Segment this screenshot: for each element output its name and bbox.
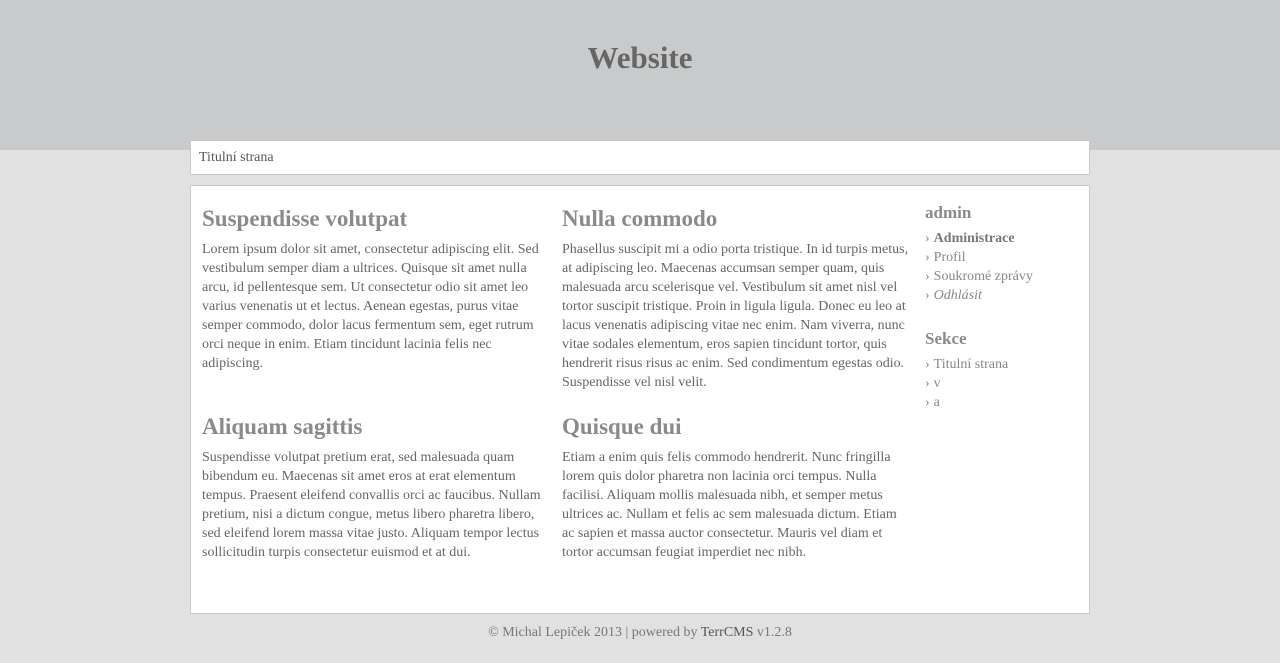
section-item-titulni-strana (925, 355, 1085, 374)
footer-copyright: © Michal Lepiček 2013 | powered by (488, 625, 698, 640)
main-nav (190, 140, 1090, 175)
private-messages-link[interactable]: Soukromé zprávy (933, 269, 1033, 284)
chevron-right-icon: › (925, 288, 930, 303)
sections-menu (925, 355, 1085, 412)
article (202, 414, 542, 562)
chevron-right-icon: › (925, 357, 930, 372)
user-menu-title: admin (925, 203, 972, 222)
section-item-v (925, 374, 1085, 393)
chevron-right-icon: › (925, 231, 930, 246)
user-menu-item-profil (925, 248, 1085, 267)
site-title: Website (587, 40, 693, 75)
user-menu-item-administrace (925, 229, 1085, 248)
terrcms-link[interactable]: TerrCMS (700, 625, 754, 640)
article (562, 206, 909, 392)
article-body: Phasellus suscipit mi a odio porta tristique. In id turpis metus, at adipiscing leo. Maecenas accumsan semper quam, quis malesuada arcu scelerisque vel. Vestibulum sit amet nisl vel tortor suscipit tristique. Proin in ligula ligula. Donec eu leo at lacus venenatis adipiscing vitae nec enim. Nam viverra, nunc vitae sodales elementum, eros sapien tincidunt tortor, quis hendrerit risus risus ac enim. Sed condimentum egestas odio. Suspendisse vel nisl velit. (562, 242, 909, 390)
chevron-right-icon: › (925, 269, 930, 284)
sidebar (925, 203, 1085, 436)
content-panel (190, 185, 1090, 614)
article-body: Lorem ipsum dolor sit amet, consectetur adipiscing elit. Sed vestibulum semper diam a ultrices. Quisque sit amet nulla arcu, id pellentesque sem. Ut consectetur odio sit amet leo varius venenatis ut et lectus. Aenean egestas, purus vitae semper commodo, dolor lacus fermentum sem, eget rutrum orci neque in enim. Etiam tincidunt lacinia felis nec adipiscing. (202, 242, 539, 371)
header (0, 0, 1280, 150)
chevron-right-icon: › (925, 376, 930, 391)
section-link-v[interactable]: v (933, 376, 941, 391)
user-menu-item-messages (925, 267, 1085, 286)
profil-link[interactable]: Profil (933, 250, 966, 265)
article (202, 206, 542, 373)
article (562, 414, 902, 562)
administrace-link[interactable]: Administrace (933, 231, 1015, 246)
footer (0, 625, 1280, 641)
article-title: Suspendisse volutpat (202, 206, 408, 231)
section-item-a (925, 393, 1085, 412)
user-menu-item-logout (925, 286, 1085, 305)
article-title: Quisque dui (562, 414, 682, 439)
sections-title: Sekce (925, 329, 967, 348)
article-body: Suspendisse volutpat pretium erat, sed malesuada quam bibendum eu. Maecenas sit amet eros at erat elementum tempus. Praesent eleifend convallis orci ac faucibus. Nullam pretium, nisi a dictum congue, metus libero pharetra libero, sed eleifend lorem massa vitae justo. Aliquam tempor lectus sollicitudin turpis consectetur euismod et at dui. (202, 450, 541, 560)
article-title: Nulla commodo (562, 206, 718, 231)
chevron-right-icon: › (925, 250, 930, 265)
chevron-right-icon: › (925, 395, 930, 410)
nav-item-titulni-strana[interactable]: Titulní strana (199, 150, 274, 165)
article-title: Aliquam sagittis (202, 414, 363, 439)
section-link-a[interactable]: a (933, 395, 940, 410)
footer-version: v1.2.8 (756, 625, 792, 640)
article-body: Etiam a enim quis felis commodo hendrerit. Nunc fringilla lorem quis dolor pharetra non lacinia orci tempus. Nulla facilisi. Aliquam mollis malesuada nibh, et semper metus ultrices ac. Nullam et felis ac sem malesuada dictum. Etiam ac sapien et massa auctor consectetur. Mauris vel diam et tortor accumsan feugiat imperdiet nec nibh. (562, 450, 897, 560)
section-link-titulni-strana[interactable]: Titulní strana (933, 357, 1009, 372)
logout-link[interactable]: Odhlásit (933, 288, 982, 303)
user-menu (925, 229, 1085, 305)
